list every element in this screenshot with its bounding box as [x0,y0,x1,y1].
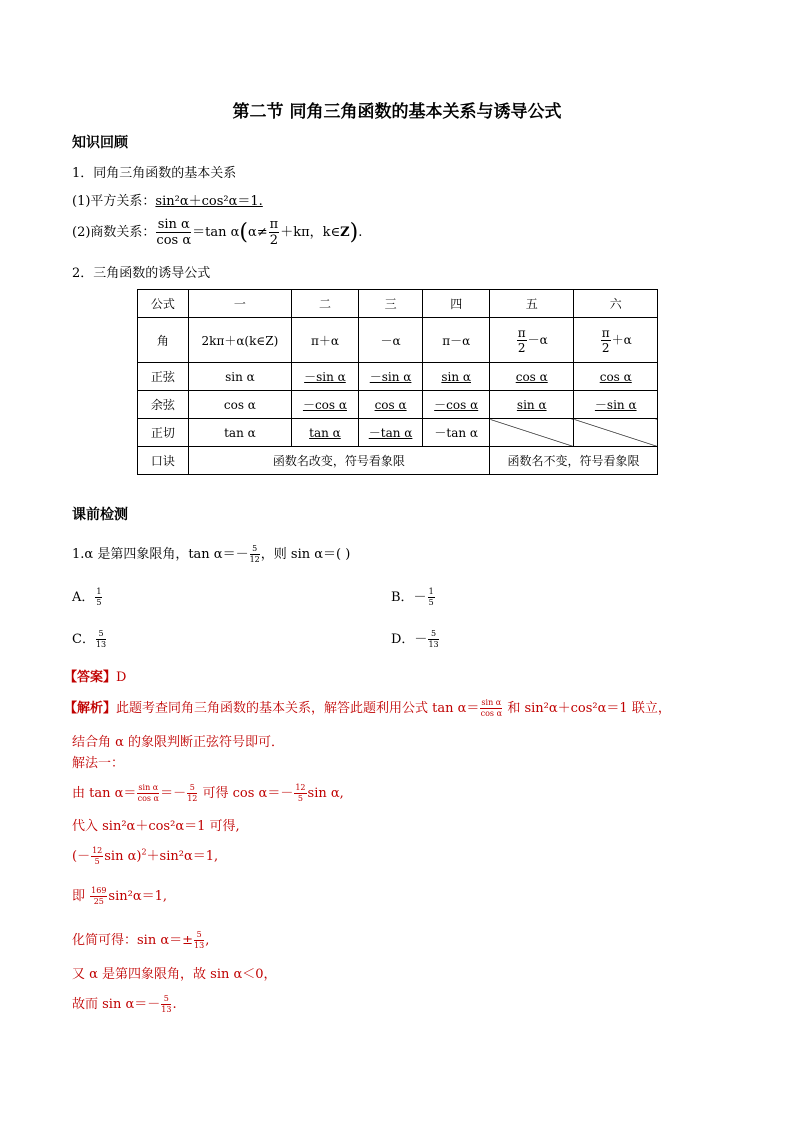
table-cell: 二 [292,290,359,318]
analysis-line-7: 化简可得：sin α＝± $\frac{5}{13}$ , [72,930,210,950]
table-cell: 一 [188,290,291,318]
table-cell: 六 [574,290,658,318]
table-cell: cos α [574,363,658,391]
table-cell: －cos α [423,391,490,419]
section-heading-pretest: 课前检测 [72,507,128,523]
option-d: D．－ $\frac{5}{13}$ [391,629,439,649]
analysis-method: 解法一： [72,756,125,771]
table-cell: sin α [490,391,574,419]
square-label: (1)平方关系： [72,194,156,209]
table-cell: －tan α [423,419,490,447]
table-cell: 函数名改变，符号看象限 [188,447,489,475]
answer [64,666,126,685]
table-cell: －cos α [292,391,359,419]
table-cell: $\frac{\pi}{2}$ －α [490,318,574,363]
quotient-relation: (2)商数关系： $\frac{\text{sin α}}{\text{cos α}}$ ＝tan α(α≠ $\frac{\pi}{2}$ ＋kπ，k∈Z). [72,217,363,248]
table-row [138,318,658,363]
table-cell: 正弦 [138,363,189,391]
option-c: C． $\frac{5}{13}$ [72,629,107,649]
table-cell: cos α [490,363,574,391]
table-cell: －tan α [358,419,423,447]
section-heading-review: 知识回顾 [72,135,128,151]
table-cell: sin α [423,363,490,391]
table-cell-empty [490,419,574,447]
option-a: A． $\frac{1}{5}$ [72,587,102,607]
table-row [138,290,658,318]
table-cell: 口诀 [138,447,189,475]
answer-label: 【答案】 [64,670,117,685]
table-cell: cos α [188,391,291,419]
table-cell: sin α [188,363,291,391]
question-1: 1.α 是第四象限角，tan α＝－ $\frac{5}{12}$ ，则 sin α＝( ) [72,544,351,564]
analysis-line-3: 由 tan α＝ $\frac{\text{sin α}}{\text{cos α}}$ ＝－ $\frac{5}{12}$ 可得 cos α＝－ $\frac{12}{5}$ sin α, [72,783,344,803]
analysis-line-9: 故而 sin α＝－ $\frac{5}{13}$ . [72,994,177,1014]
item-induction-formulas: 2．三角函数的诱导公式 [72,266,211,281]
analysis-line-5: (－ $\frac{12}{5}$ sin α)$^2$＋sin²α＝1, [72,846,219,866]
quotient-fraction: $\frac{\text{sin α}}{\text{cos α}}$ [156,217,192,248]
answer-value: D [116,670,127,685]
table-row [138,447,658,475]
table-cell: π－α [423,318,490,363]
analysis-line-6: 即 $\frac{169}{25}$ sin²α＝1, [72,886,168,906]
table-cell: 2kπ＋α(k∈Z) [188,318,291,363]
square-formula: sin²α＋cos²α＝1. [155,194,263,209]
option-b: B．－ $\frac{1}{5}$ [391,587,434,607]
table-cell: 四 [423,290,490,318]
table-cell-empty [574,419,658,447]
table-row [138,419,658,447]
table-cell: π＋α [292,318,359,363]
induction-formula-table [137,289,658,475]
analysis-line-4: 代入 sin²α＋cos²α＝1 可得, [72,819,240,834]
table-cell: －sin α [358,363,423,391]
table-cell: tan α [292,419,359,447]
analysis-label: 【解析】 [64,701,117,716]
pi-over-2-fraction: $\frac{\pi}{2}$ [269,217,279,248]
analysis-line-1: 【解析】此题考查同角三角函数的基本关系，解答此题利用公式 tan α＝ $\frac{\text{sin α}}{\text{cos α}}$ 和 sin²α＋cos²α＝1 联立， [64,698,671,718]
table-cell: 三 [358,290,423,318]
table-cell: 角 [138,318,189,363]
table-cell: 正切 [138,419,189,447]
table-cell: －sin α [292,363,359,391]
page-title: 第二节 同角三角函数的基本关系与诱导公式 [232,102,562,122]
table-cell: $\frac{\pi}{2}$ ＋α [574,318,658,363]
square-relation [72,190,263,209]
table-cell: tan α [188,419,291,447]
table-cell: 函数名不变，符号看象限 [490,447,658,475]
item-basic-relations: 1．同角三角函数的基本关系 [72,166,237,181]
table-cell: －α [358,318,423,363]
table-row [138,363,658,391]
analysis-line-2: 结合角 α 的象限判断正弦符号即可． [72,735,285,750]
analysis-line-8: 又 α 是第四象限角，故 sin α＜0， [72,967,277,982]
table-cell: －sin α [574,391,658,419]
table-row [138,391,658,419]
table-cell: cos α [358,391,423,419]
table-cell: 五 [490,290,574,318]
quotient-label: (2)商数关系： [72,225,156,240]
table-cell: 余弦 [138,391,189,419]
table-cell: 公式 [138,290,189,318]
